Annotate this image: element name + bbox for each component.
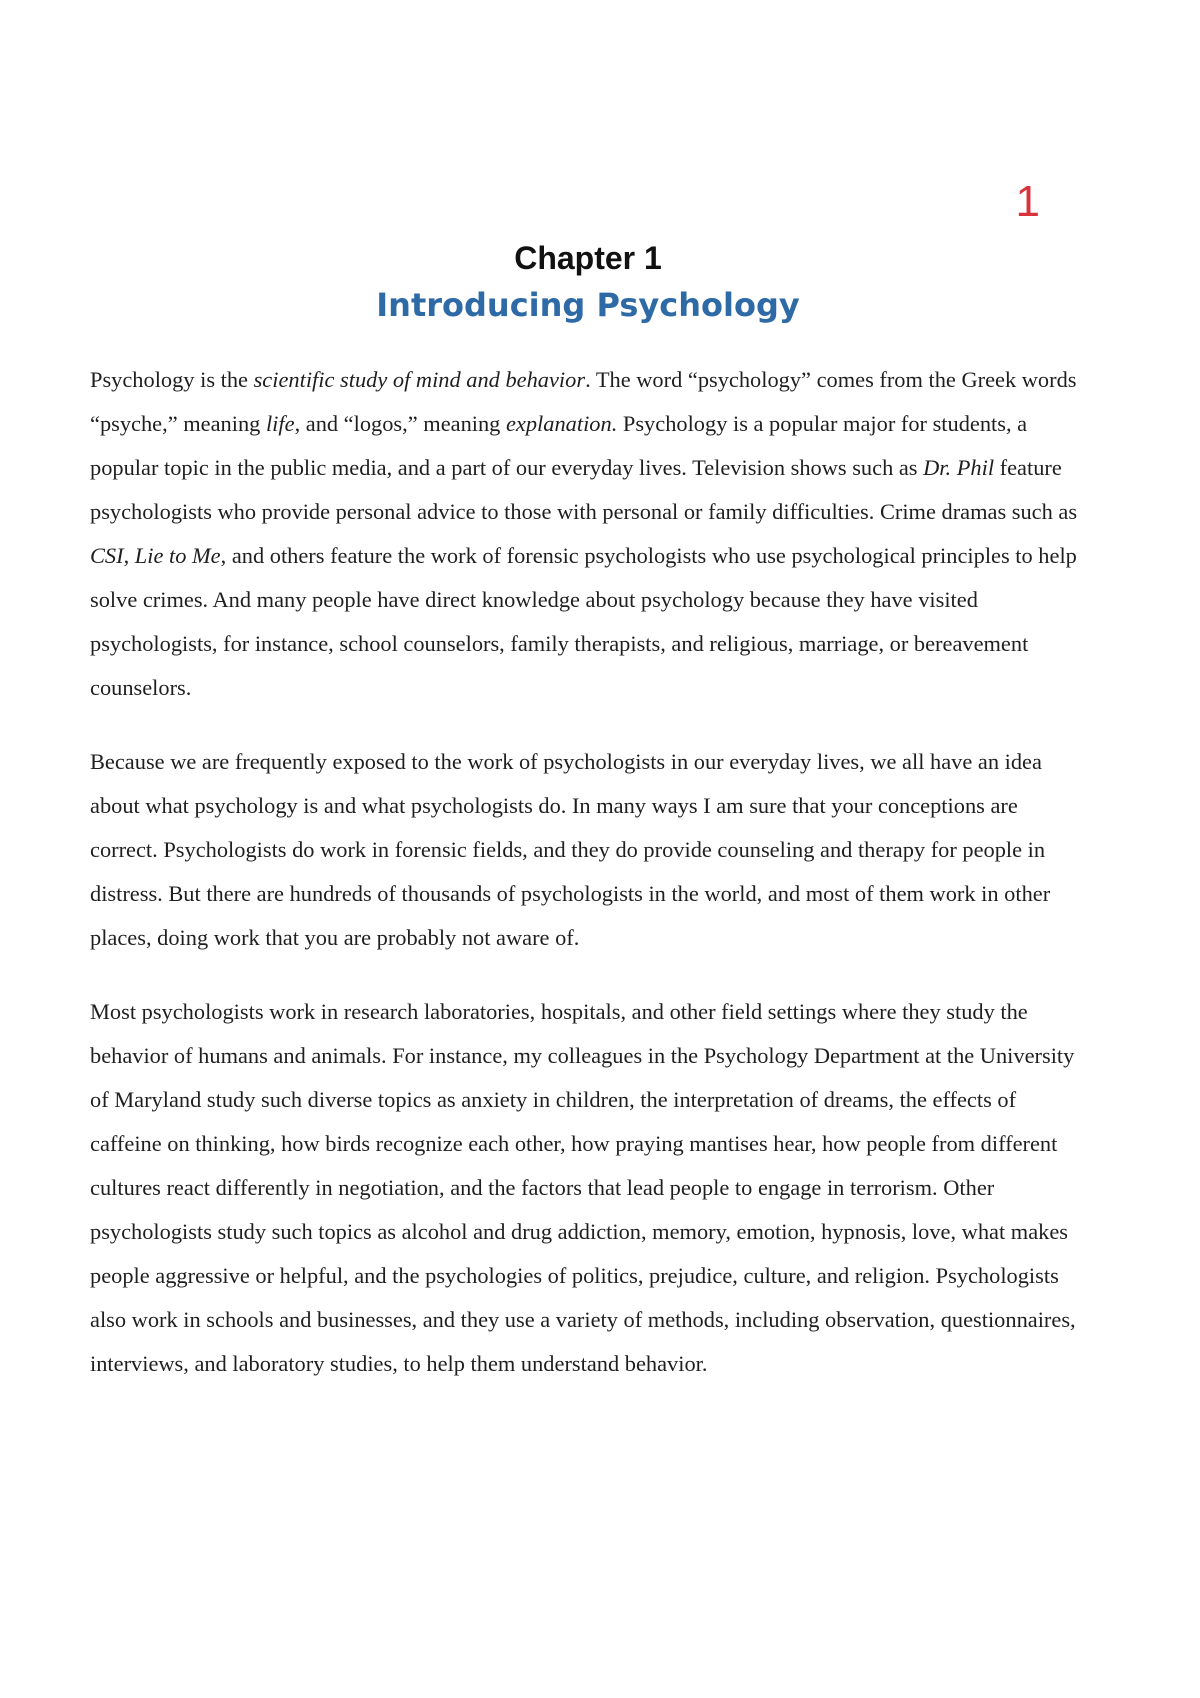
text-segment: , and others feature the work of forensic psychologists who use psychological principles to help solve crimes. And many people have direct knowledge about psychology because they have visited psychologists, for instance, school counselors, family therapists, and religious, marriage, or bereavement counselors. (90, 543, 1077, 700)
italic-text: Lie to Me (134, 543, 221, 568)
chapter-label: Chapter 1 (514, 240, 662, 276)
italic-text: explanation. (505, 411, 618, 436)
text-segment: Psychology is a popular major for students, a popular topic in the public media, and a part of our everyday lives. Television shows such as (90, 411, 1028, 480)
italic-text: scientific study of mind and behavior (253, 367, 586, 392)
text-segment: , (123, 543, 135, 568)
paragraph-3 (90, 990, 1090, 1386)
chapter-title: Introducing Psychology (376, 286, 800, 324)
text-segment: Psychology is the (90, 367, 254, 392)
text-segment: . The word “psychology” comes from the Greek words “psyche,” meaning (90, 367, 1077, 436)
italic-text: life (265, 411, 295, 436)
text-segment: Because we are frequently exposed to the work of psychologists in our everyday lives, we all have an idea about what psychology is and what psychologists do. In many ways I am sure that your conceptions are correct. Psychologists do work in forensic fields, and they do provide counseling and therapy for people in distress. But there are hundreds of thousands of psychologists in the world, and most of them work in other places, doing work that you are probably not aware of. (90, 749, 1051, 950)
text-segment: , and “logos,” meaning (294, 411, 506, 436)
text-segment: feature psychologists who provide personal advice to those with personal or family difficulties. Crime dramas such as (90, 455, 1078, 524)
page-number: 1 (1015, 177, 1040, 226)
body-text (90, 358, 1090, 1416)
italic-text: CSI (90, 543, 124, 568)
paragraph-2 (90, 740, 1090, 960)
paragraph-1 (90, 358, 1090, 710)
text-segment: Most psychologists work in research laboratories, hospitals, and other field settings where they study the behavior of humans and animals. For instance, my colleagues in the Psychology Department at the University of Maryland study such diverse topics as anxiety in children, the interpretation of dreams, the effects of caffeine on thinking, how birds recognize each other, how praying mantises hear, how people from different cultures react differently in negotiation, and the factors that lead people to engage in terrorism. Other psychologists study such topics as alcohol and drug addiction, memory, emotion, hypnosis, love, what makes people aggressive or helpful, and the psychologies of politics, prejudice, culture, and religion. Psychologists also work in schools and businesses, and they use a variety of methods, including observation, questionnaires, interviews, and laboratory studies, to help them understand behavior. (90, 999, 1076, 1376)
italic-text: Dr. Phil (923, 455, 995, 480)
